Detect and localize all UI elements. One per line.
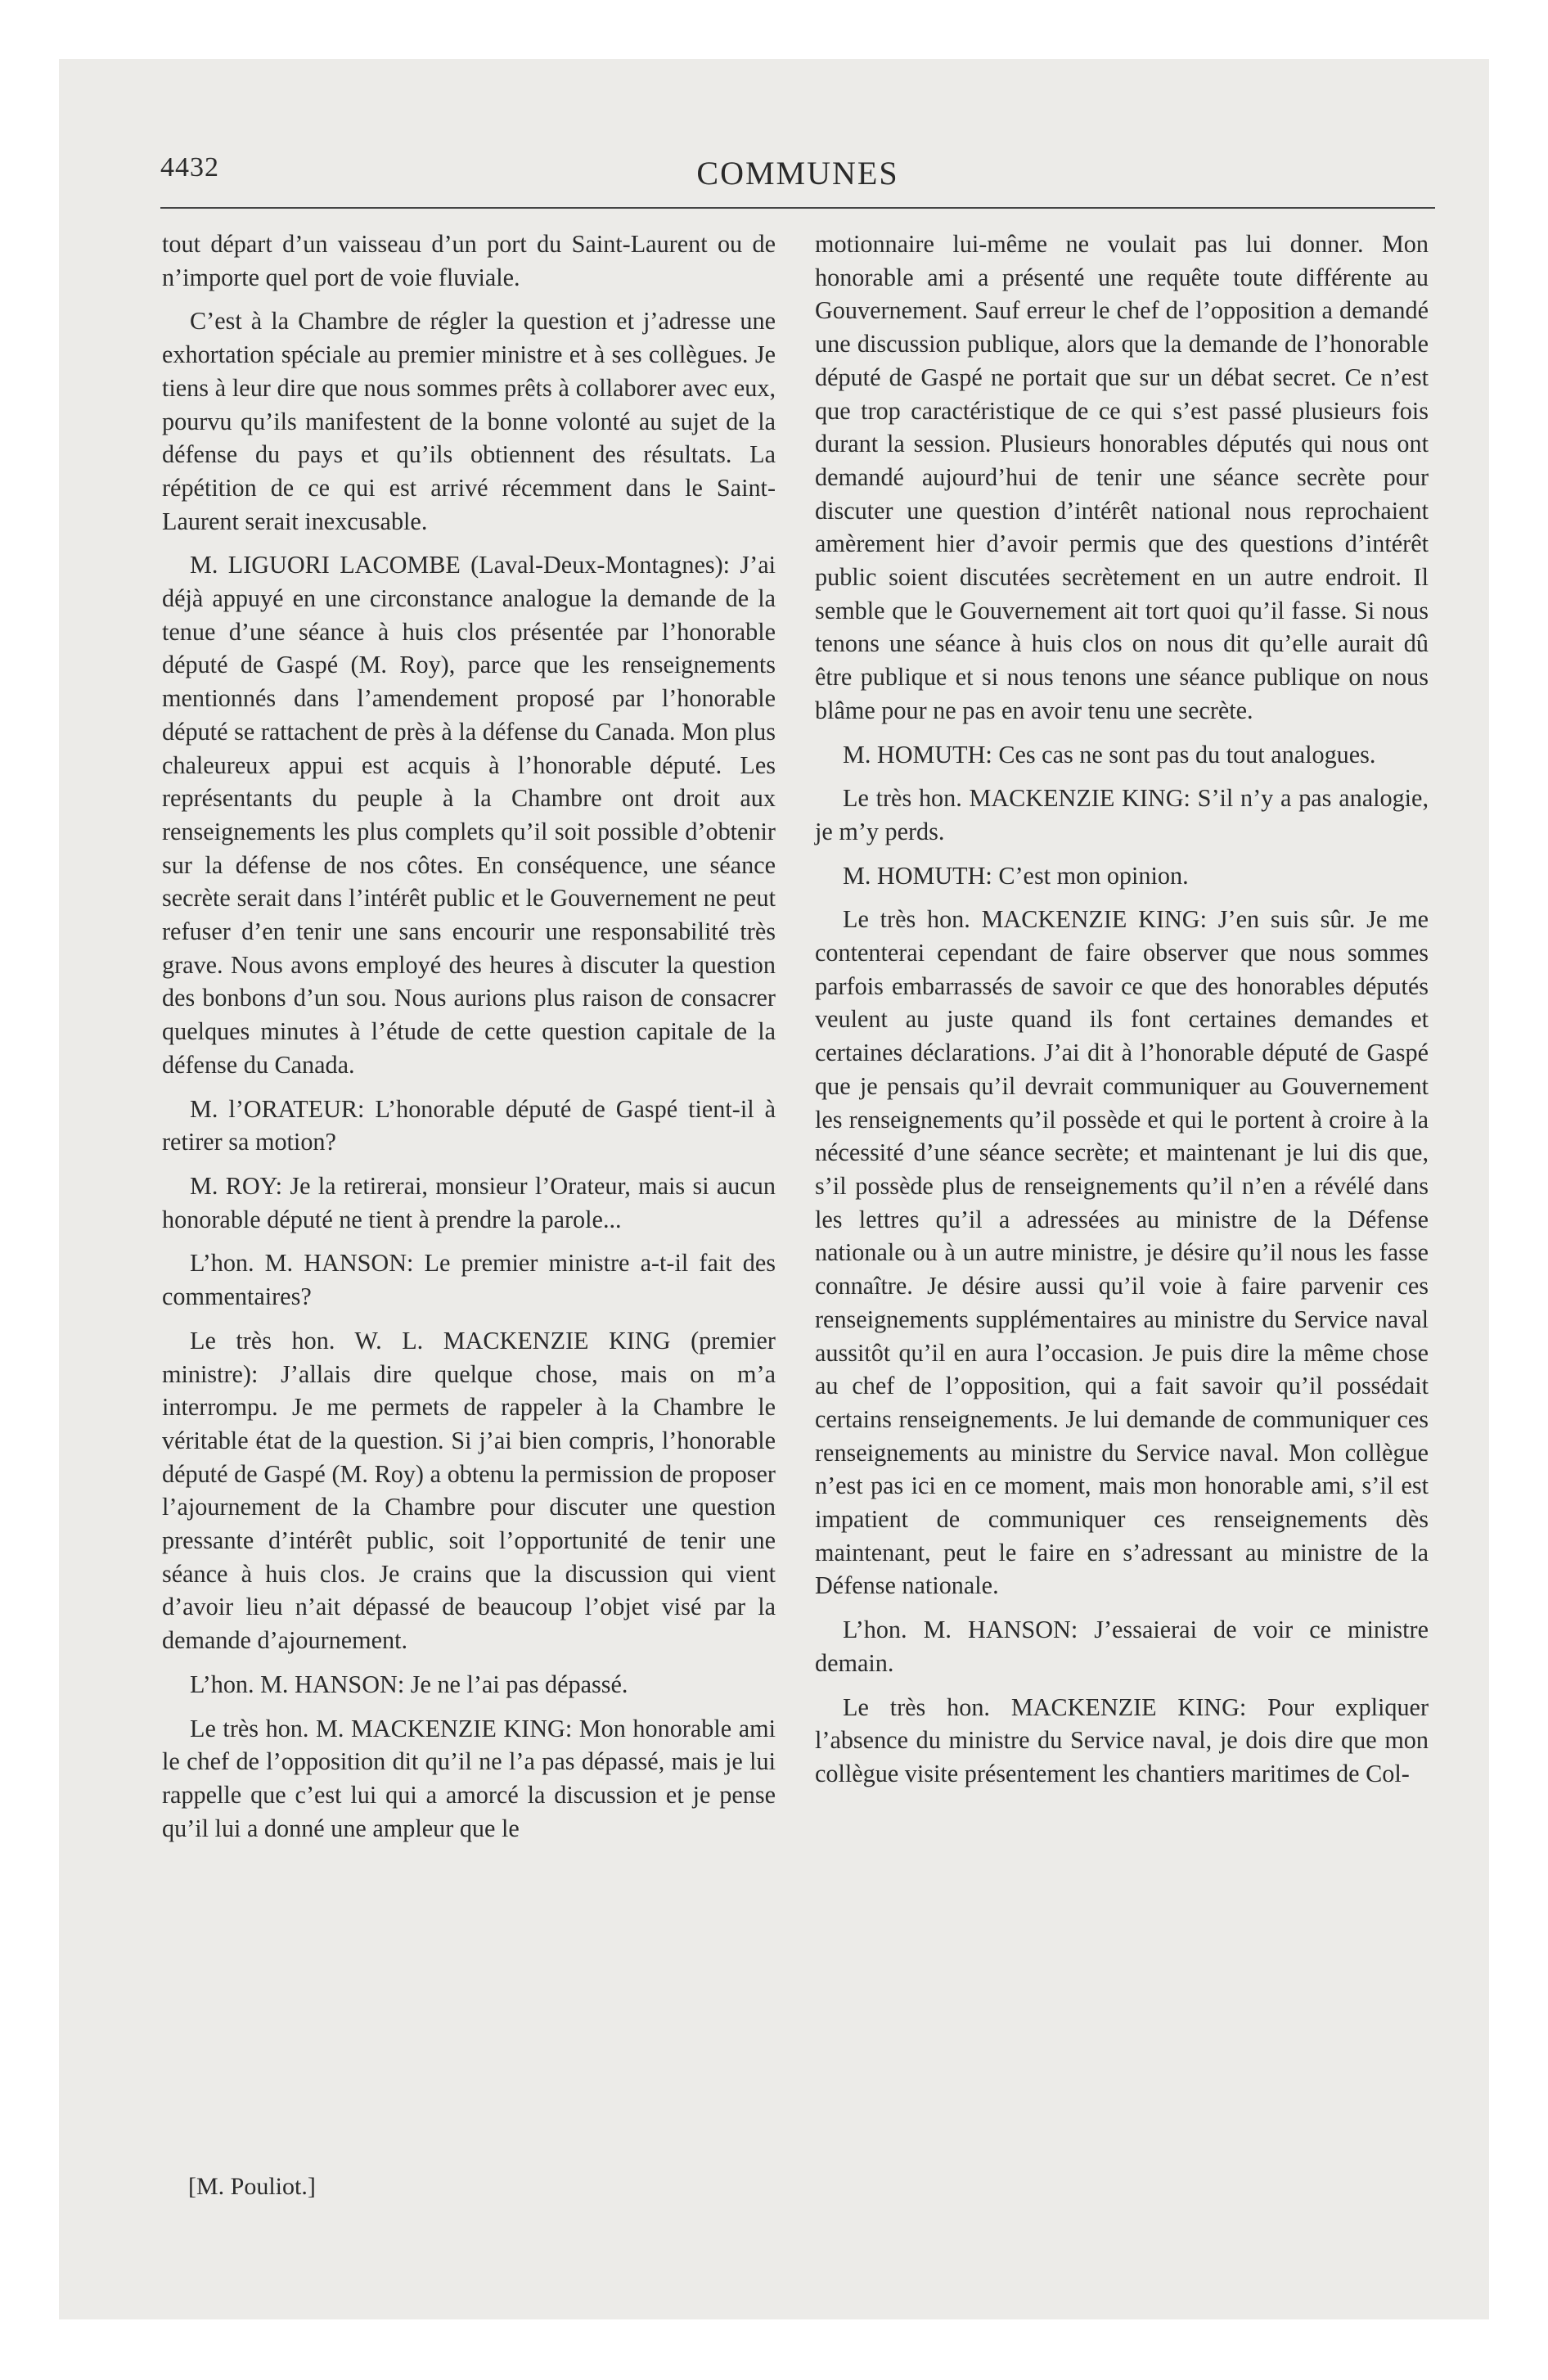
paragraph: M. HOMUTH: Ces cas ne sont pas du tout analogues. <box>843 740 1376 769</box>
right-column <box>815 228 1429 1801</box>
paragraph: Le très hon. MACKENZIE KING: S’il n’y a pas analogie, je m’y perds. <box>815 784 1429 845</box>
paragraph: motionnaire lui-même ne voulait pas lui donner. Mon honorable ami a présenté une requête toute différente au Gouvernement. Sauf erreur le chef de l’opposition a demandé une discussion publique, alors que la demande de l’honorable député de Gaspé ne portait que sur un débat secret. Ce n’est que trop caractéristique de ce qui s’est passé plusieurs fois durant la session. Plusieurs honorables députés qui nous ont demandé aujourd’hui de tenir une séance secrète pour discuter une question d’intérêt national nous reprochaient amèrement hier d’avoir permis que des questions d’intérêt public soient discutées secrètement en un autre endroit. Il semble que le Gouvernement ait tort quoi qu’il fasse. Si nous tenons une séance à huis clos on nous dit qu’elle aurait dû être publique et si nous tenons une séance publique on nous blâme pour ne pas en avoir tenu une secrète. <box>815 230 1429 724</box>
paragraph: Le très hon. W. L. MACKENZIE KING (premier ministre): J’allais dire quelque chose, mais on m’a interrompu. Je me permets de rappeler à la Chambre le véritable état de la question. Si j’ai bien compris, l’honorable député de Gaspé (M. Roy) a obtenu la permission de proposer l’ajournement de la Chambre pour discuter une question pressante d’intérêt public, soit l’opportunité de tenir une séance à huis clos. Je crains que la discussion qui vient d’avoir lieu n’ait dépassé de beaucoup l’objet visé par la demande d’ajournement. <box>162 1326 776 1655</box>
left-column <box>162 228 776 1855</box>
running-title: COMMUNES <box>696 155 899 192</box>
paragraph: L’hon. M. HANSON: J’essaierai de voir ce ministre demain. <box>815 1616 1429 1677</box>
paragraph: M. LIGUORI LACOMBE (Laval-Deux-Montagnes): J’ai déjà appuyé en une circonstance analogue la demande de la tenue d’une séance à huis clos présentée par l’honorable député de Gaspé (M. Roy), parce que les renseignements mentionnés dans l’amendement proposé par l’honorable député se rattachent de près à la défense du Canada. Mon plus chaleureux appui est acquis à l’honorable député. Les représentants du peuple à la Chambre ont droit aux renseignements les plus complets qu’il soit possible d’obtenir sur la défense de nos côtes. En conséquence, une séance secrète serait dans l’intérêt public et le Gouvernement ne peut refuser d’en tenir une sans encourir une responsabilité très grave. Nous avons employé des heures à discuter la question des bonbons d’un sou. Nous aurions plus raison de consacrer quelques minutes à l’étude de cette question capitale de la défense du Canada. <box>162 551 776 1079</box>
paragraph: Le très hon. M. MACKENZIE KING: Mon honorable ami le chef de l’opposition dit qu’il ne l’a pas dépassé, mais je lui rappelle que c’est lui qui a amorcé la discussion et je pense qu’il lui a donné une ampleur que le <box>162 1714 776 1842</box>
footer-attribution: [M. Pouliot.] <box>188 2173 316 2200</box>
page-number: 4432 <box>160 152 219 183</box>
paragraph: L’hon. M. HANSON: Je ne l’ai pas dépassé. <box>190 1670 628 1698</box>
paragraph: tout départ d’un vaisseau d’un port du Saint-Laurent ou de n’importe quel port de voie fluviale. <box>162 230 776 291</box>
paragraph: L’hon. M. HANSON: Le premier ministre a-t-il fait des commentaires? <box>162 1249 776 1311</box>
header-rule <box>160 207 1435 209</box>
page-header <box>160 146 1435 195</box>
paragraph: Le très hon. MACKENZIE KING: Pour expliquer l’absence du ministre du Service naval, je dois dire que mon collègue visite présentement les chantiers maritimes de Col- <box>815 1693 1429 1787</box>
paragraph: M. HOMUTH: C’est mon opinion. <box>843 861 1189 890</box>
paragraph: M. l’ORATEUR: L’honorable député de Gaspé tient-il à retirer sa motion? <box>162 1094 776 1156</box>
paragraph: M. ROY: Je la retirerai, monsieur l’Orateur, mais si aucun honorable député ne tient à prendre la parole... <box>162 1171 776 1233</box>
paragraph: C’est à la Chambre de régler la question et j’adresse une exhortation spéciale au premier ministre et à ses collègues. Je tiens à leur dire que nous sommes prêts à collaborer avec eux, pourvu qu’ils manifestent de la bonne volonté au sujet de la défense du pays et qu’ils obtiennent des résultats. La répétition de ce qui est arrivé récemment dans le Saint-Laurent serait inexcusable. <box>162 307 776 535</box>
paragraph: Le très hon. MACKENZIE KING: J’en suis sûr. Je me contenterai cependant de faire observer que nous sommes parfois embarrassés de savoir ce que des honorables députés veulent au juste quand ils font certaines demandes et certaines déclarations. J’ai dit à l’honorable député de Gaspé que je pensais qu’il devrait communiquer au Gouvernement les renseignements qu’il possède et qui le portent à croire à la nécessité d’une séance secrète; et maintenant je lui dis que, s’il possède plus de renseignements qu’il n’en a révélé dans les lettres qu’il a adressées au ministre de la Défense nationale ou à un autre ministre, je désire qu’il nous les fasse connaître. Je désire aussi qu’il voie à faire parvenir ces renseignements supplémentaires au ministre du Service naval aussitôt qu’il en aura l’occasion. Je puis dire la même chose au chef de l’opposition, qui a fait savoir qu’il possédait certains renseignements. Je lui demande de communiquer ces renseignements au ministre du Service naval. Mon collègue n’est pas ici en ce moment, mais mon honorable ami, s’il est impatient de communiquer ces renseignements dès maintenant, peut le faire en s’adressant au ministre de la Défense nationale. <box>815 905 1429 1600</box>
